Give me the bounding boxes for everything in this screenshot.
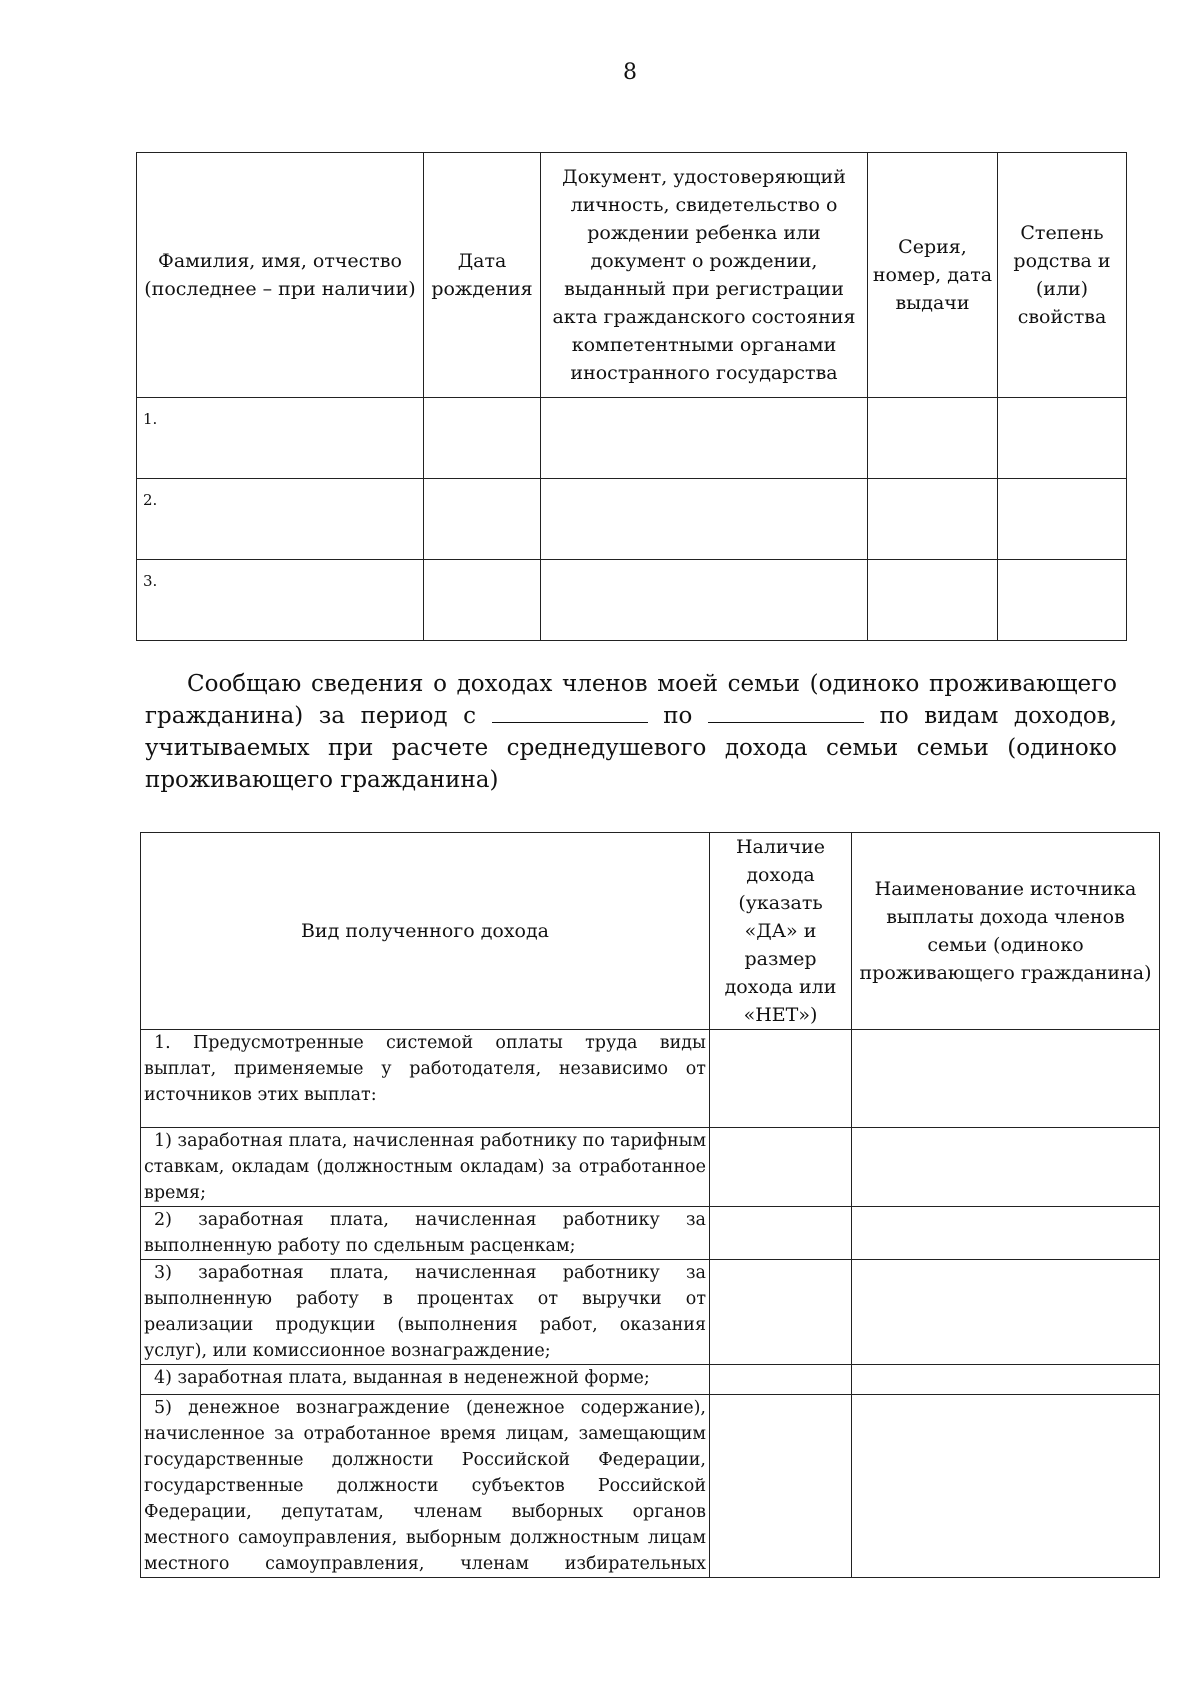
cell-birth-date[interactable] bbox=[424, 560, 541, 641]
period-to-blank[interactable] bbox=[708, 702, 864, 723]
period-to-label: по bbox=[663, 703, 693, 729]
paragraph-line: Сообщаю сведения о доходах членов моей семьи (одиноко проживающего bbox=[187, 671, 1117, 697]
row-number: 3. bbox=[137, 560, 424, 641]
paragraph-line: проживающего гражданина) bbox=[145, 767, 499, 793]
paragraph-line: учитываемых при расчете среднедушевого дохода семьи семьи (одиноко bbox=[145, 735, 1117, 761]
income-presence-cell[interactable] bbox=[710, 1128, 852, 1207]
income-types-table bbox=[140, 832, 1160, 1578]
table-row bbox=[141, 1260, 1160, 1365]
income-type-cell: 2) заработная плата, начисленная работнику за выполненную работу по сдельным расценкам; bbox=[141, 1207, 710, 1260]
paragraph-line-period bbox=[145, 700, 1117, 732]
header-income-presence: Наличие дохода (указать «ДА» и размер дохода или «НЕТ») bbox=[710, 833, 852, 1030]
header-kinship: Степень родства и (или) свойства bbox=[998, 153, 1127, 398]
header-identity-document: Документ, удостоверяющий личность, свидетельство о рождении ребенка или документ о рождении, выданный при регистрации акта гражданского состояния компетентными органами иностранного государства bbox=[541, 153, 868, 398]
header-birth-date: Дата рождения bbox=[424, 153, 541, 398]
header-full-name: Фамилия, имя, отчество (последнее – при наличии) bbox=[137, 153, 424, 398]
family-members-table bbox=[136, 152, 1127, 641]
income-type-cell: 5) денежное вознаграждение (денежное содержание), начисленное за отработанное время лицам, замещающим государственные должности Российской Федерации, государственные должности субъектов Российской Федерации, депутатам, членам выборных органов местного самоуправления, выборным должностным лицам местного самоуправления, членам избирательных bbox=[141, 1395, 710, 1578]
period-prefix: гражданина) за период с bbox=[145, 703, 477, 729]
income-source-cell[interactable] bbox=[852, 1030, 1160, 1128]
cell-series[interactable] bbox=[868, 479, 998, 560]
table-row bbox=[141, 1030, 1160, 1128]
income-type-cell: 1) заработная плата, начисленная работнику по тарифным ставкам, окладам (должностным окладам) за отработанное время; bbox=[141, 1128, 710, 1207]
table-row bbox=[141, 1365, 1160, 1395]
table-row bbox=[141, 1207, 1160, 1260]
table-row bbox=[141, 1128, 1160, 1207]
table-row bbox=[137, 479, 1127, 560]
table-row bbox=[141, 1395, 1160, 1578]
cell-birth-date[interactable] bbox=[424, 398, 541, 479]
header-income-type: Вид полученного дохода bbox=[141, 833, 710, 1030]
header-income-source: Наименование источника выплаты дохода членов семьи (одиноко проживающего гражданина) bbox=[852, 833, 1160, 1030]
cell-kinship[interactable] bbox=[998, 479, 1127, 560]
income-statement-paragraph bbox=[145, 668, 1117, 796]
table-row bbox=[137, 398, 1127, 479]
cell-series[interactable] bbox=[868, 560, 998, 641]
table-row bbox=[137, 560, 1127, 641]
header-series-number-date: Серия, номер, дата выдачи bbox=[868, 153, 998, 398]
cell-document[interactable] bbox=[541, 398, 868, 479]
cell-series[interactable] bbox=[868, 398, 998, 479]
income-type-cell: 4) заработная плата, выданная в неденежной форме; bbox=[141, 1365, 710, 1395]
income-type-cell: 1. Предусмотренные системой оплаты труда виды выплат, применяемые у работодателя, независимо от источников этих выплат: bbox=[141, 1030, 710, 1128]
cell-kinship[interactable] bbox=[998, 560, 1127, 641]
period-from-blank[interactable] bbox=[492, 702, 648, 723]
income-presence-cell[interactable] bbox=[710, 1365, 852, 1395]
income-presence-cell[interactable] bbox=[710, 1395, 852, 1578]
income-source-cell[interactable] bbox=[852, 1365, 1160, 1395]
income-source-cell[interactable] bbox=[852, 1395, 1160, 1578]
row-number: 1. bbox=[137, 398, 424, 479]
income-source-cell[interactable] bbox=[852, 1260, 1160, 1365]
income-source-cell[interactable] bbox=[852, 1207, 1160, 1260]
income-presence-cell[interactable] bbox=[710, 1260, 852, 1365]
cell-kinship[interactable] bbox=[998, 398, 1127, 479]
period-suffix: по видам доходов, bbox=[879, 703, 1118, 729]
income-table-header-row bbox=[141, 833, 1160, 1030]
income-type-cell: 3) заработная плата, начисленная работнику за выполненную работу в процентах от выручки от реализации продукции (выполнения работ, оказания услуг), или комиссионное вознаграждение; bbox=[141, 1260, 710, 1365]
cell-birth-date[interactable] bbox=[424, 479, 541, 560]
cell-document[interactable] bbox=[541, 560, 868, 641]
cell-document[interactable] bbox=[541, 479, 868, 560]
income-presence-cell[interactable] bbox=[710, 1030, 852, 1128]
page-number: 8 bbox=[623, 60, 637, 85]
income-source-cell[interactable] bbox=[852, 1128, 1160, 1207]
row-number: 2. bbox=[137, 479, 424, 560]
income-presence-cell[interactable] bbox=[710, 1207, 852, 1260]
family-table-header-row bbox=[137, 153, 1127, 398]
